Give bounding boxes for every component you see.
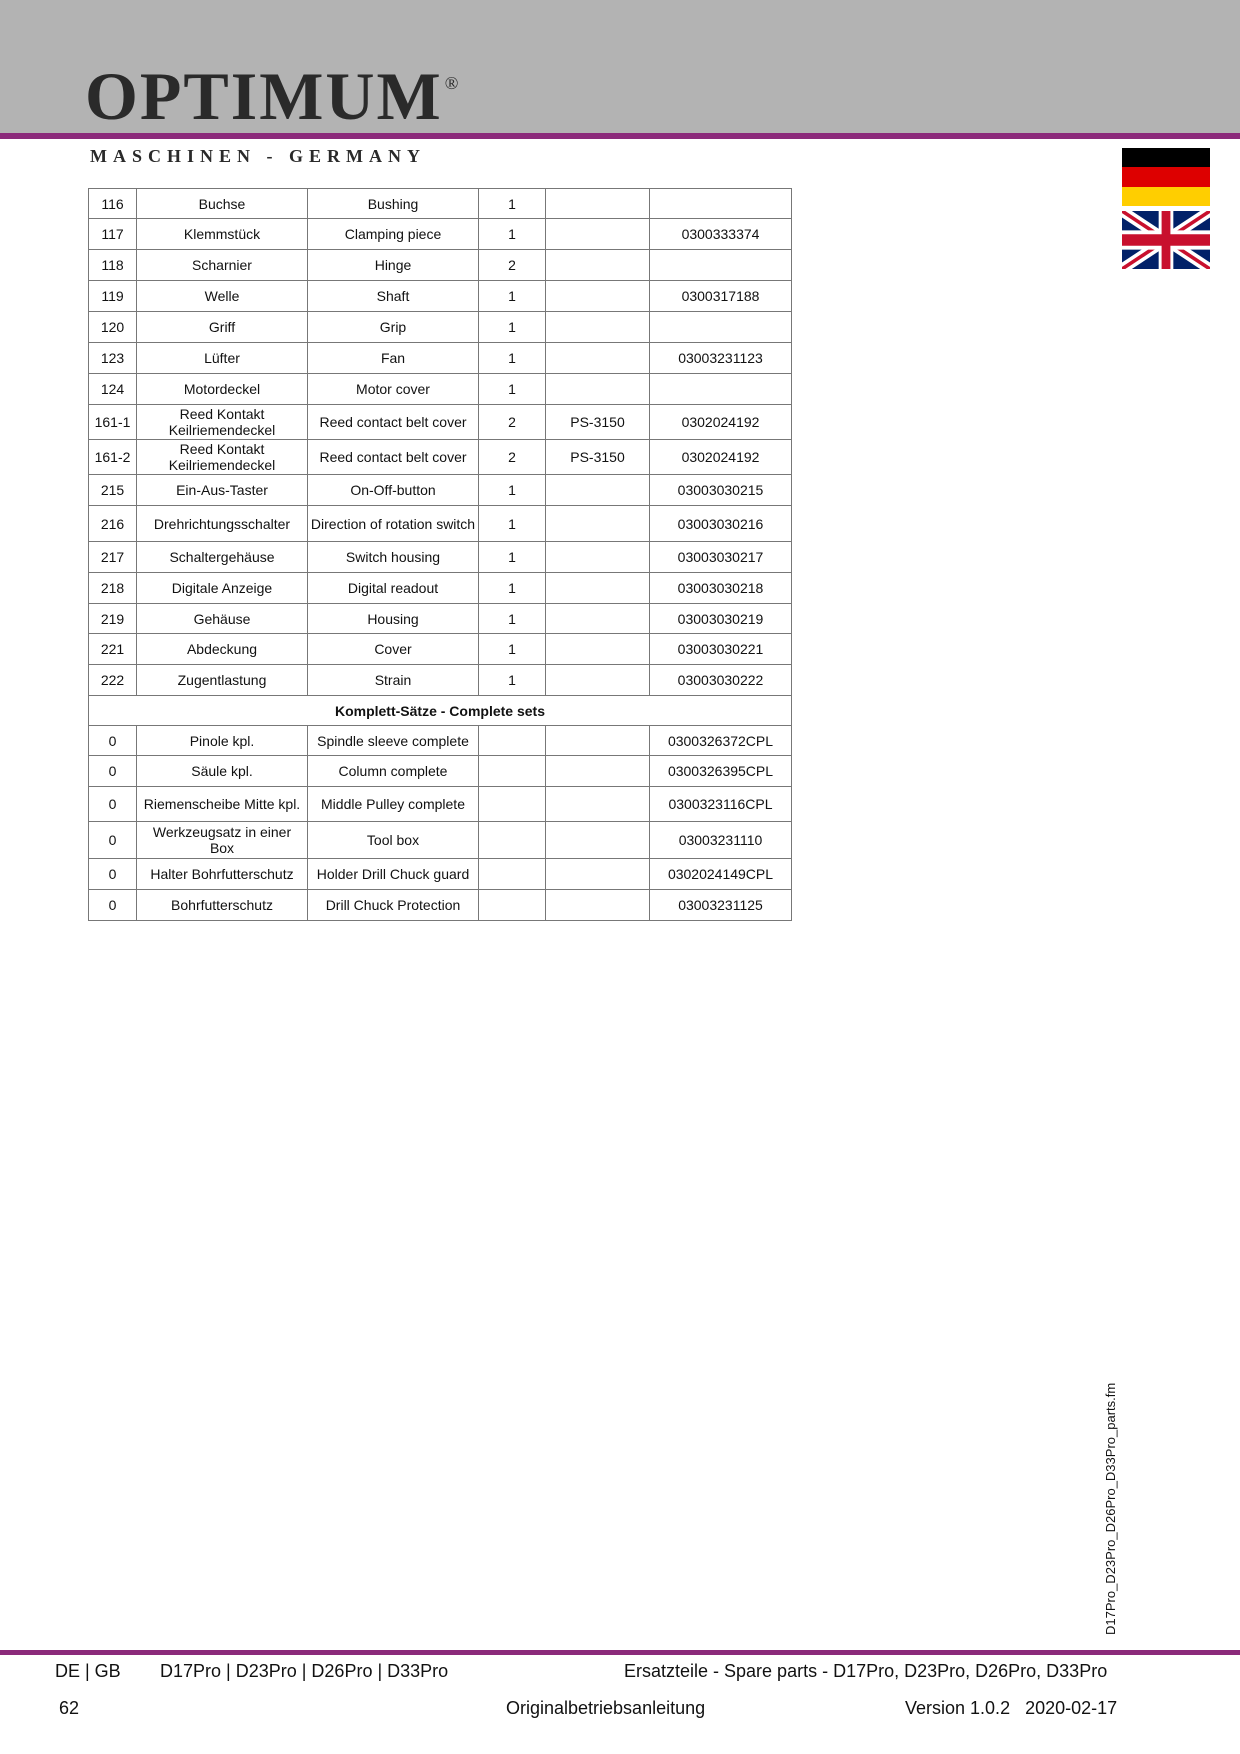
cell-quantity (479, 726, 546, 756)
cell-german-name: Riemenscheibe Mitte kpl. (137, 787, 308, 822)
brand-name: OPTIMUM (85, 58, 443, 134)
cell-german-name: Gehäuse (137, 604, 308, 634)
cell-position: 0 (89, 822, 137, 859)
cell-item-number: 0300323116CPL (650, 787, 792, 822)
cell-german-name: Klemmstück (137, 219, 308, 250)
table-row (89, 219, 792, 250)
cell-size (546, 726, 650, 756)
cell-item-number: 03003030216 (650, 506, 792, 542)
cell-item-number: 03003231125 (650, 890, 792, 921)
cell-english-name: Digital readout (308, 573, 479, 604)
table-section-row (89, 696, 792, 726)
cell-german-name: Ein-Aus-Taster (137, 475, 308, 506)
cell-position: 0 (89, 726, 137, 756)
cell-size (546, 312, 650, 343)
cell-size (546, 189, 650, 219)
footer-version: Version 1.0.2 2020-02-17 (905, 1698, 1118, 1718)
cell-german-name: Motordeckel (137, 374, 308, 405)
cell-item-number (650, 189, 792, 219)
cell-english-name: Motor cover (308, 374, 479, 405)
table-row (89, 822, 792, 859)
footer-models: D17Pro | D23Pro | D26Pro | D33Pro (160, 1661, 449, 1681)
cell-item-number: 03003030219 (650, 604, 792, 634)
cell-position: 161-1 (89, 405, 137, 440)
cell-english-name: Reed contact belt cover (308, 440, 479, 475)
table-row (89, 756, 792, 787)
cell-size (546, 343, 650, 374)
cell-quantity: 1 (479, 219, 546, 250)
cell-quantity (479, 890, 546, 921)
cell-quantity: 1 (479, 634, 546, 665)
cell-item-number: 03003030221 (650, 634, 792, 665)
cell-german-name: Säule kpl. (137, 756, 308, 787)
cell-item-number: 0300326372CPL (650, 726, 792, 756)
cell-size (546, 787, 650, 822)
cell-quantity (479, 822, 546, 859)
cell-size (546, 374, 650, 405)
table-row (89, 189, 792, 219)
cell-quantity (479, 756, 546, 787)
cell-item-number: 03003030215 (650, 475, 792, 506)
cell-position: 0 (89, 787, 137, 822)
cell-position: 0 (89, 890, 137, 921)
cell-english-name: Tool box (308, 822, 479, 859)
cell-german-name: Pinole kpl. (137, 726, 308, 756)
cell-size (546, 890, 650, 921)
cell-german-name: Werkzeugsatz in einer Box (137, 822, 308, 859)
cell-position: 219 (89, 604, 137, 634)
cell-english-name: Hinge (308, 250, 479, 281)
cell-position: 118 (89, 250, 137, 281)
cell-german-name: Halter Bohrfutterschutz (137, 859, 308, 890)
cell-position: 0 (89, 859, 137, 890)
cell-size (546, 219, 650, 250)
cell-english-name: Strain (308, 665, 479, 696)
cell-position: 120 (89, 312, 137, 343)
cell-english-name: Cover (308, 634, 479, 665)
cell-quantity (479, 859, 546, 890)
page-number: 62 (59, 1698, 80, 1718)
table-row (89, 475, 792, 506)
table-row (89, 312, 792, 343)
cell-position: 215 (89, 475, 137, 506)
footer-languages: DE | GB (55, 1661, 121, 1681)
uk-flag-icon (1122, 211, 1210, 269)
cell-quantity (479, 787, 546, 822)
cell-item-number: 03003231123 (650, 343, 792, 374)
cell-position: 221 (89, 634, 137, 665)
cell-quantity: 1 (479, 542, 546, 573)
cell-german-name: Scharnier (137, 250, 308, 281)
cell-position: 222 (89, 665, 137, 696)
cell-item-number: 03003030222 (650, 665, 792, 696)
cell-quantity: 1 (479, 475, 546, 506)
cell-german-name: Schaltergehäuse (137, 542, 308, 573)
table-row (89, 440, 792, 475)
cell-english-name: Fan (308, 343, 479, 374)
cell-size (546, 281, 650, 312)
cell-quantity: 2 (479, 405, 546, 440)
cell-german-name: Digitale Anzeige (137, 573, 308, 604)
cell-position: 124 (89, 374, 137, 405)
cell-item-number: 03003030217 (650, 542, 792, 573)
cell-quantity: 1 (479, 665, 546, 696)
cell-size: PS-3150 (546, 405, 650, 440)
cell-english-name: Holder Drill Chuck guard (308, 859, 479, 890)
cell-size (546, 506, 650, 542)
cell-english-name: Shaft (308, 281, 479, 312)
table-row (89, 343, 792, 374)
cell-english-name: Housing (308, 604, 479, 634)
cell-quantity: 1 (479, 343, 546, 374)
cell-position: 161-2 (89, 440, 137, 475)
cell-quantity: 1 (479, 189, 546, 219)
cell-position: 217 (89, 542, 137, 573)
cell-quantity: 1 (479, 573, 546, 604)
cell-english-name: Bushing (308, 189, 479, 219)
brand-tagline: MASCHINEN - GERMANY (90, 146, 426, 166)
cell-item-number (650, 312, 792, 343)
cell-german-name: Reed Kontakt Keilriemendeckel (137, 405, 308, 440)
cell-german-name: Abdeckung (137, 634, 308, 665)
footer-doc-type: Originalbetriebsanleitung (506, 1698, 706, 1718)
table-row (89, 374, 792, 405)
footer-accent-line (0, 1650, 1240, 1655)
cell-size (546, 573, 650, 604)
cell-item-number: 03003030218 (650, 573, 792, 604)
cell-english-name: Drill Chuck Protection (308, 890, 479, 921)
cell-german-name: Buchse (137, 189, 308, 219)
cell-quantity: 1 (479, 281, 546, 312)
cell-english-name: Clamping piece (308, 219, 479, 250)
cell-item-number: 0300317188 (650, 281, 792, 312)
cell-item-number: 0302024149CPL (650, 859, 792, 890)
parts-table (88, 188, 792, 921)
cell-german-name: Lüfter (137, 343, 308, 374)
cell-quantity: 1 (479, 374, 546, 405)
cell-item-number (650, 374, 792, 405)
cell-german-name: Reed Kontakt Keilriemendeckel (137, 440, 308, 475)
cell-english-name: Switch housing (308, 542, 479, 573)
cell-size (546, 604, 650, 634)
table-row (89, 542, 792, 573)
cell-item-number: 0300333374 (650, 219, 792, 250)
cell-english-name: Grip (308, 312, 479, 343)
cell-position: 116 (89, 189, 137, 219)
cell-item-number: 0302024192 (650, 440, 792, 475)
cell-item-number: 0300326395CPL (650, 756, 792, 787)
cell-position: 117 (89, 219, 137, 250)
cell-size (546, 822, 650, 859)
cell-item-number: 03003231110 (650, 822, 792, 859)
cell-size (546, 756, 650, 787)
cell-quantity: 1 (479, 506, 546, 542)
table-row (89, 726, 792, 756)
footer-section-title: Ersatzteile - Spare parts - D17Pro, D23Pro, D26Pro, D33Pro (624, 1661, 1108, 1681)
cell-position: 119 (89, 281, 137, 312)
cell-size (546, 475, 650, 506)
section-label: Komplett-Sätze - Complete sets (89, 696, 792, 726)
cell-position: 218 (89, 573, 137, 604)
german-flag-icon (1122, 148, 1210, 206)
cell-quantity: 1 (479, 312, 546, 343)
cell-english-name: Column complete (308, 756, 479, 787)
cell-english-name: Spindle sleeve complete (308, 726, 479, 756)
table-row (89, 890, 792, 921)
cell-size: PS-3150 (546, 440, 650, 475)
cell-german-name: Bohrfutterschutz (137, 890, 308, 921)
cell-position: 123 (89, 343, 137, 374)
cell-english-name: On-Off-button (308, 475, 479, 506)
cell-english-name: Direction of rotation switch (308, 506, 479, 542)
cell-item-number: 0302024192 (650, 405, 792, 440)
table-row (89, 281, 792, 312)
table-row (89, 250, 792, 281)
table-row (89, 634, 792, 665)
cell-quantity: 1 (479, 604, 546, 634)
cell-german-name: Welle (137, 281, 308, 312)
cell-english-name: Middle Pulley complete (308, 787, 479, 822)
table-row (89, 506, 792, 542)
source-file-name: D17Pro_D23Pro_D26Pro_D33Pro_parts.fm (1103, 1382, 1118, 1635)
table-row (89, 405, 792, 440)
table-row (89, 859, 792, 890)
cell-size (546, 634, 650, 665)
cell-quantity: 2 (479, 250, 546, 281)
cell-position: 0 (89, 756, 137, 787)
cell-size (546, 250, 650, 281)
cell-size (546, 542, 650, 573)
table-row (89, 604, 792, 634)
brand-logo (85, 58, 461, 134)
registered-mark: ® (444, 73, 461, 93)
cell-german-name: Drehrichtungsschalter (137, 506, 308, 542)
cell-position: 216 (89, 506, 137, 542)
table-row (89, 665, 792, 696)
cell-english-name: Reed contact belt cover (308, 405, 479, 440)
cell-size (546, 859, 650, 890)
table-row (89, 787, 792, 822)
cell-german-name: Zugentlastung (137, 665, 308, 696)
table-row (89, 573, 792, 604)
cell-german-name: Griff (137, 312, 308, 343)
cell-item-number (650, 250, 792, 281)
cell-quantity: 2 (479, 440, 546, 475)
cell-size (546, 665, 650, 696)
